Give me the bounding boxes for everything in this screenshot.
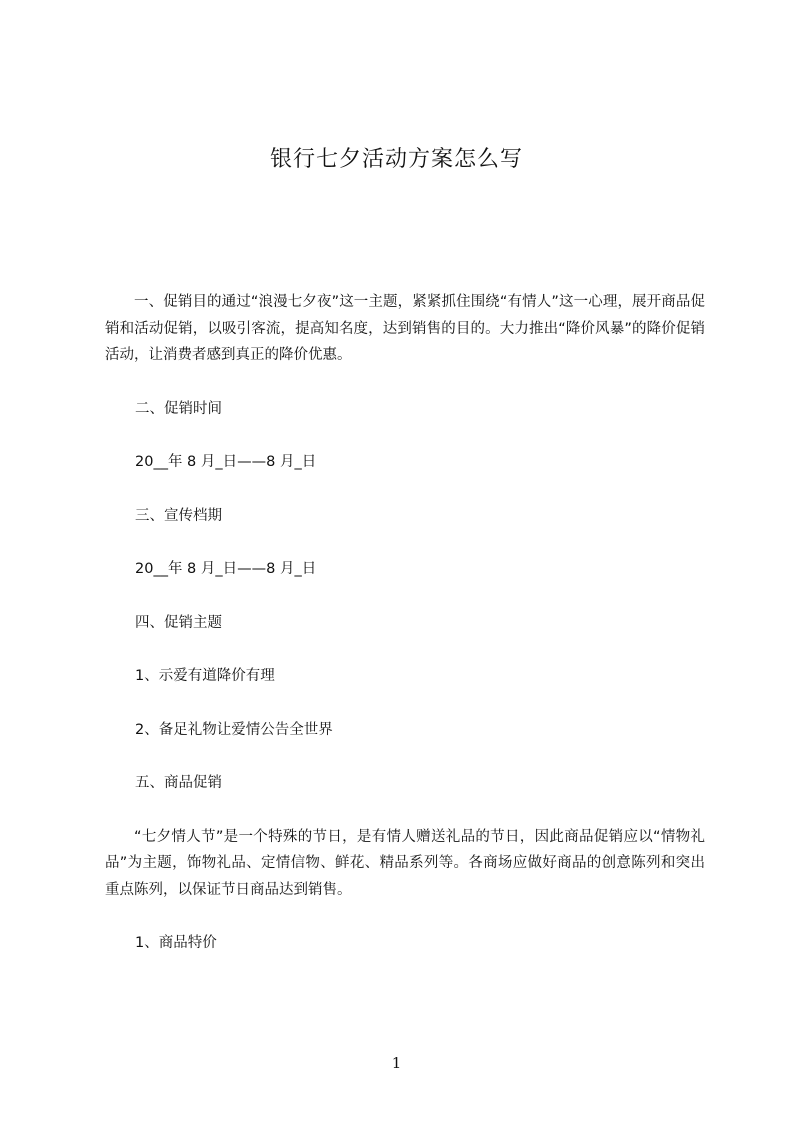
document-body xyxy=(105,289,705,957)
heading-product-promotion: 五、商品促销 xyxy=(135,775,222,791)
heading-promotion-time: 二、促销时间 xyxy=(135,400,222,417)
document-title: 银行七夕活动方案怎么写 xyxy=(269,147,523,172)
page-number: 1 xyxy=(391,1054,402,1072)
publicity-date-range: 20__年 8 月_日——8 月_日 xyxy=(135,561,317,577)
item-special-price: 1、商品特价 xyxy=(135,935,217,951)
heading-promotion-theme: 四、促销主题 xyxy=(135,614,222,631)
paragraph-product-promotion: “七夕情人节”是一个特殊的节日，是有情人赠送礼品的节日，因此商品促销应以“情物礼品”为主题，饰物礼品、定情信物、鲜花、精品系列等。各商场应做好商品的创意陈列和突出重点陈列，以保证节日商品达到销售。 xyxy=(105,828,705,898)
theme-item-1: 1、示爱有道降价有理 xyxy=(135,668,275,684)
heading-publicity-period: 三、宣传档期 xyxy=(135,507,222,524)
theme-item-2: 2、备足礼物让爱情公告全世界 xyxy=(135,721,333,738)
paragraph-promotion-purpose: 一、促销目的通过“浪漫七夕夜”这一主题，紧紧抓住围绕“有情人”这一心理，展开商品促销和活动促销，以吸引客流，提高知名度，达到销售的目的。大力推出“降价风暴”的降价促销活动，让消费者感到真正的降价优惠。 xyxy=(105,294,705,363)
promotion-date-range: 20__年 8 月_日——8 月_日 xyxy=(135,454,317,470)
